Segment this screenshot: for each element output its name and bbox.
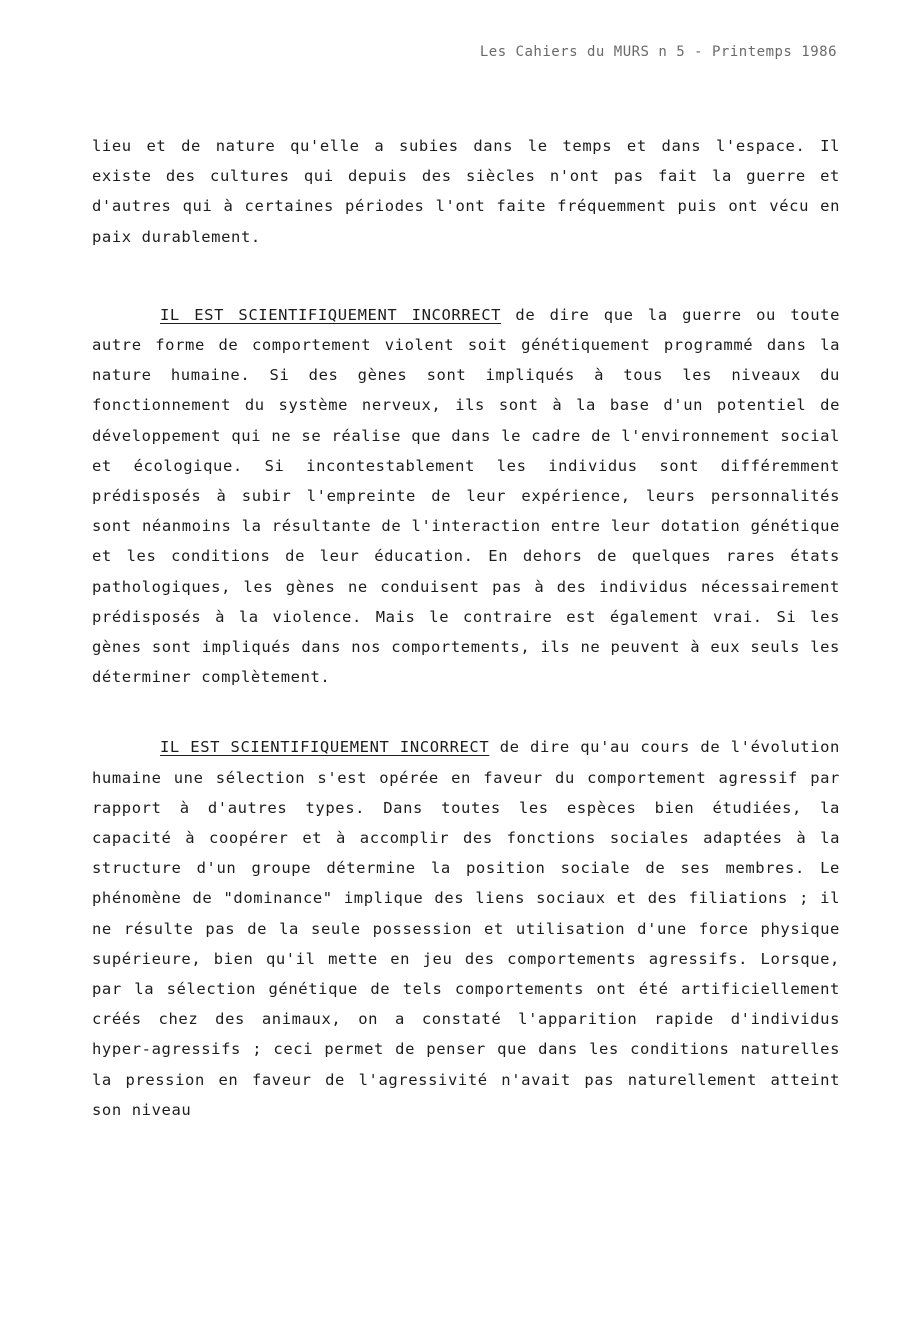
running-header: Les Cahiers du MURS n 5 - Printemps 1986	[479, 44, 837, 60]
paragraph-2-text: de dire que la guerre ou toute autre forme de comportement violent soit génétiquement programmé dans la nature humaine. Si des gènes sont impliqués à tous les niveaux du fonctionnement du système nerveux, ils sont à la base d'un potentiel de développement qui ne se réalise que dans le cadre de l'environnement social et écologique. Si incontestablement les individus sont différemment prédisposés à subir l'empreinte de leur expérience, leurs personnalités sont néanmoins la résultante de l'interaction entre leur dotation génétique et les conditions de leur éducation. En dehors de quelques rares états pathologiques, les gènes ne conduisent pas à des individus nécessairement prédisposés à la violence. Mais le contraire est également vrai. Si les gènes sont impliqués dans nos comportements, ils ne peuvent à eux seuls les déterminer complètement.	[92, 305, 840, 687]
paragraph-2-lead: IL EST SCIENTIFIQUEMENT INCORRECT	[160, 305, 502, 324]
paragraph-3	[92, 732, 840, 1125]
paragraph-1-text: lieu et de nature qu'elle a subies dans le temps et dans l'espace. Il existe des cultures qui depuis des siècles n'ont pas fait la guerre et d'autres qui à certaines périodes l'ont faite fréquemment puis ont vécu en paix durablement.	[92, 137, 840, 246]
paragraph-3-text: de dire qu'au cours de l'évolution humaine une sélection s'est opérée en faveur du comportement agressif par rapport à d'autres types. Dans toutes les espèces bien étudiées, la capacité à coopérer et à accomplir des fonctions sociales adaptées à la structure d'un groupe détermine la position sociale de ses membres. Le phénomène de "dominance" implique des liens sociaux et des filiations ; il ne résulte pas de la seule possession et utilisation d'une force physique supérieure, bien qu'il mette en jeu des comportements agressifs. Lorsque, par la sélection génétique de tels comportements ont été artificiellement créés chez des animaux, on a constaté l'apparition rapide d'individus hyper-agressifs ; ceci permet de penser que dans les conditions naturelles la pression en faveur de l'agressivité n'avait pas naturellement atteint son niveau	[92, 738, 840, 1119]
paragraph-1	[92, 131, 840, 252]
paragraph-2	[92, 300, 840, 693]
body-text	[92, 131, 840, 1125]
paragraph-3-lead: IL EST SCIENTIFIQUEMENT INCORRECT	[160, 738, 490, 757]
